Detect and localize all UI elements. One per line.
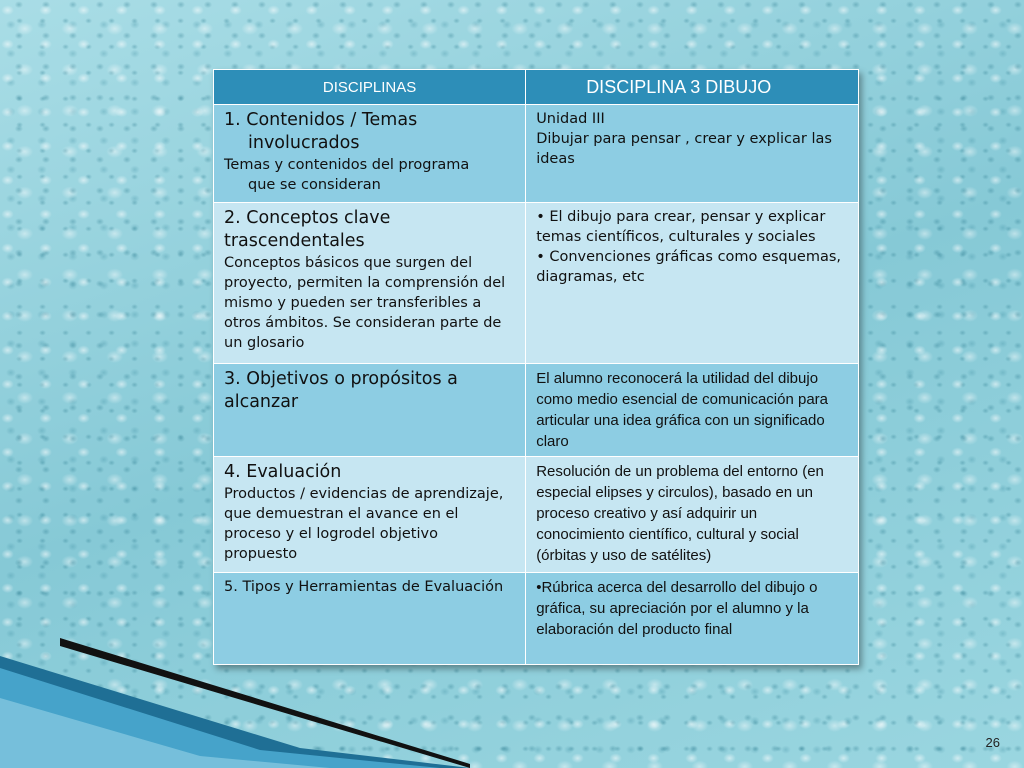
row-content-text: Resolución de un problema del entorno (en especial elipses y circulos), basado en un proceso creativo y así adquirir un conocimiento científico, cultural y social (órbitas y uso de satélites) bbox=[536, 463, 824, 564]
row-content-text: El alumno reconocerá la utilidad del dibujo como medio esencial de comunicación para articular una idea gráfica con un significado claro bbox=[536, 370, 829, 450]
row-label bbox=[214, 364, 526, 457]
table-row bbox=[214, 573, 859, 665]
table-row bbox=[214, 203, 859, 364]
row-title: 3. Objetivos o propósitos a alcanzar bbox=[224, 369, 458, 412]
row-label bbox=[214, 457, 526, 573]
row-label bbox=[214, 573, 526, 665]
row-content-text: •Rúbrica acerca del desarrollo del dibujo o gráfica, su apreciación por el alumno y la elaboración del producto final bbox=[536, 579, 818, 638]
row-content bbox=[526, 364, 859, 457]
row-content-text: Dibujar para pensar , crear y explicar las ideas bbox=[536, 131, 832, 167]
table-header-row bbox=[214, 70, 859, 105]
row-description-continuation: que se consideran bbox=[248, 177, 381, 193]
row-title-continuation: involucrados bbox=[248, 133, 360, 153]
row-content bbox=[526, 573, 859, 665]
table-row bbox=[214, 105, 859, 203]
row-title: 4. Evaluación bbox=[224, 462, 342, 482]
row-bullet: • El dibujo para crear, pensar y explicar temas científicos, culturales y sociales bbox=[536, 209, 826, 245]
row-content bbox=[526, 105, 859, 203]
table-row bbox=[214, 364, 859, 457]
row-bullet: • Convenciones gráficas como esquemas, diagramas, etc bbox=[536, 249, 841, 285]
row-description: Productos / evidencias de aprendizaje, que demuestran el avance en el proceso y el logrodel objetivo propuesto bbox=[224, 486, 504, 562]
row-title: 5. Tipos y Herramientas de Evaluación bbox=[224, 579, 504, 595]
row-description: Conceptos básicos que surgen del proyecto, permiten la comprensión del mismo y pueden ser transferibles a otros ámbitos. Se consideran parte de un glosario bbox=[224, 255, 506, 351]
row-label bbox=[214, 203, 526, 364]
disciplines-table bbox=[213, 69, 859, 665]
row-description: Temas y contenidos del programa bbox=[224, 157, 470, 173]
header-discipline-title: DISCIPLINA 3 DIBUJO bbox=[526, 70, 859, 105]
row-content bbox=[526, 457, 859, 573]
row-label bbox=[214, 105, 526, 203]
row-content-unit: Unidad III bbox=[536, 111, 605, 127]
slide-number: 26 bbox=[985, 735, 1000, 750]
row-title: 2. Conceptos clave trascendentales bbox=[224, 208, 391, 251]
table-row bbox=[214, 457, 859, 573]
header-disciplinas: DISCIPLINAS bbox=[214, 70, 526, 105]
row-content bbox=[526, 203, 859, 364]
row-title: 1. Contenidos / Temas bbox=[224, 110, 418, 130]
